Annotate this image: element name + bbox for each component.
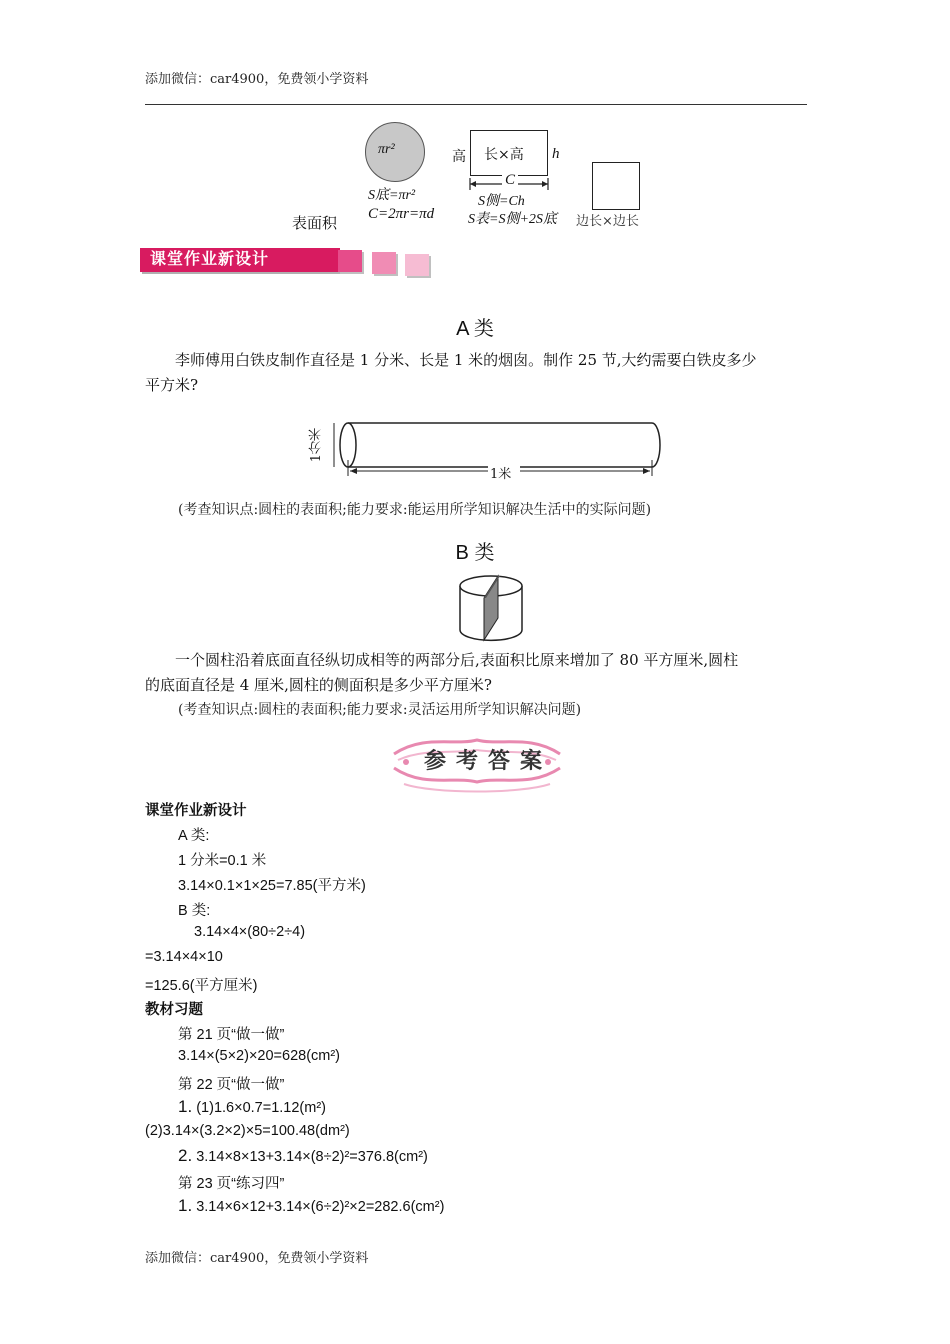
rect-center-label: 长×高	[484, 147, 524, 163]
section-banner: 课堂作业新设计	[140, 248, 340, 272]
textbook-p22-item1b: (2)3.14×(3.2×2)×5=100.48(dm²)	[145, 1123, 350, 1139]
square-shape	[592, 162, 640, 210]
b-class-problem	[145, 648, 807, 698]
textbook-p23-title: 第 23 页“练习四”	[178, 1176, 285, 1192]
b-problem-line1: 一个圆柱沿着底面直径纵切成相等的两部分后,表面积比原来增加了 80 平方厘米,圆柱	[175, 651, 739, 669]
page-header: 添加微信：car4900，免费领小学资料	[145, 72, 369, 87]
textbook-p22-title: 第 22 页“做一做”	[178, 1077, 285, 1093]
b-class-title: B 类	[455, 542, 495, 564]
cut-cylinder-figure	[456, 572, 526, 644]
banner-square-1	[338, 250, 362, 272]
base-area-formula: S底=πr²	[368, 188, 416, 203]
surface-area-formula: S表=S侧+2S底	[468, 212, 557, 227]
a-class-title: A 类	[456, 318, 494, 340]
banner-square-3	[405, 254, 429, 276]
rect-height-label: h	[552, 146, 560, 162]
formula-figure	[280, 118, 680, 238]
answer-banner-title: 参考答案	[424, 748, 553, 774]
pipe-diameter-label: 1分米	[309, 428, 324, 463]
item-answer: 3.14×8×13+3.14×(8÷2)²=376.8(cm²)	[196, 1149, 428, 1165]
rect-left-label: 高	[452, 149, 466, 165]
textbook-p21-answer: 3.14×(5×2)×20=628(cm²)	[178, 1048, 341, 1064]
textbook-p22-item1	[178, 1097, 326, 1117]
textbook-p21-title: 第 21 页“做一做”	[178, 1027, 285, 1043]
item-number: 1.	[178, 1196, 193, 1215]
answer-a-line1: 1 分米=0.1 米	[178, 853, 267, 869]
side-area-formula: S侧=Ch	[478, 194, 525, 209]
answer-b-label: B 类:	[178, 903, 211, 919]
a-problem-line2: 平方米?	[145, 376, 199, 394]
b-class-note: (考查知识点:圆柱的表面积;能力要求:灵活运用所学知识解决问题)	[178, 702, 582, 718]
textbook-p22-item2	[178, 1146, 428, 1166]
answer-a-line2: 3.14×0.1×1×25=7.85(平方米)	[178, 878, 366, 894]
item-number: 1.	[178, 1097, 193, 1116]
circle-shape	[365, 122, 425, 182]
page-footer: 添加微信：car4900，免费领小学资料	[145, 1251, 369, 1266]
answer-b-line2: =3.14×4×10	[145, 949, 223, 965]
square-area-label: 边长×边长	[576, 214, 639, 229]
answers-heading-1: 课堂作业新设计	[145, 803, 247, 819]
surface-area-label: 表面积	[292, 214, 338, 232]
a-problem-line1: 李师傅用白铁皮制作直径是 1 分米、长是 1 米的烟囱。制作 25 节,大约需要白铁皮多少	[175, 351, 757, 369]
circle-area-label: πr²	[378, 142, 395, 157]
answer-a-label: A 类:	[178, 828, 210, 844]
banner-square-2	[372, 252, 396, 274]
answers-heading-2: 教材习题	[145, 1002, 203, 1018]
textbook-p23-item1	[178, 1196, 444, 1216]
a-class-note: (考查知识点:圆柱的表面积;能力要求:能运用所学知识解决生活中的实际问题)	[178, 502, 652, 518]
a-class-problem	[145, 348, 807, 398]
item-answer: 3.14×6×12+3.14×(6÷2)²×2=282.6(cm²)	[196, 1199, 445, 1215]
pipe-length-label: 1米	[490, 467, 512, 482]
circumference-formula: C=2πr=πd	[368, 206, 435, 222]
rect-width-label: C	[502, 172, 518, 189]
item-answer: (1)1.6×0.7=1.12(m²)	[196, 1100, 326, 1116]
header-rule	[145, 104, 807, 105]
answer-b-line1: 3.14×4×(80÷2÷4)	[194, 924, 306, 940]
item-number: 2.	[178, 1146, 193, 1165]
answer-b-line3: =125.6(平方厘米)	[145, 978, 258, 994]
b-problem-line2: 的底面直径是 4 厘米,圆柱的侧面积是多少平方厘米?	[145, 676, 492, 694]
